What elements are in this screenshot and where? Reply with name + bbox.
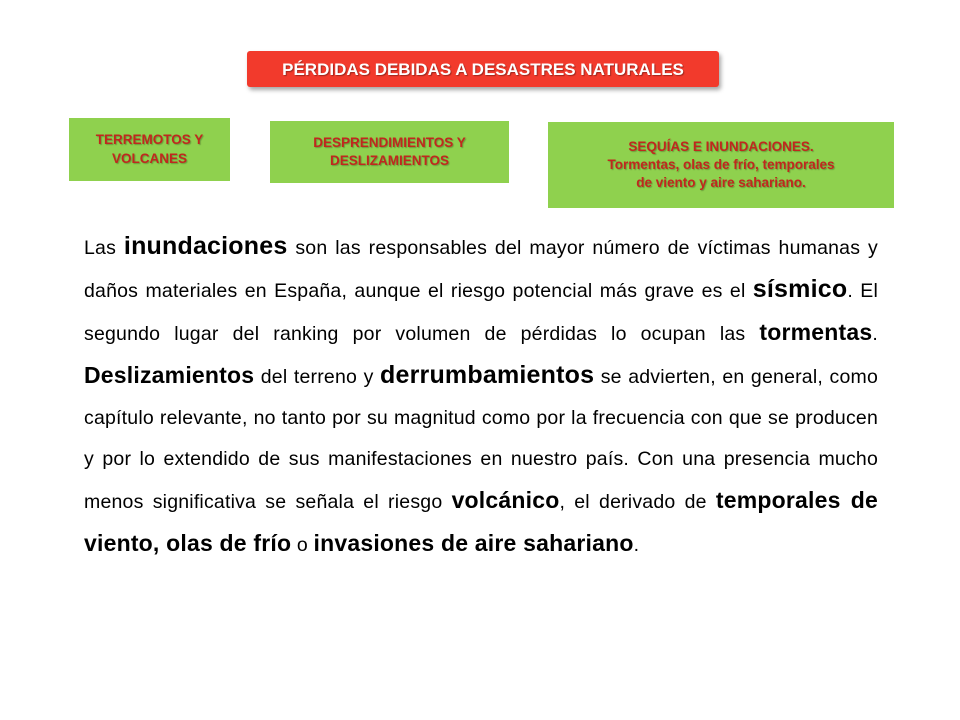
paragraph-text: o [291, 534, 314, 556]
slide-title [247, 51, 719, 87]
category-box-line: DESPRENDIMIENTOS Y [313, 134, 466, 150]
keyword-derrumbamientos: derrumbamientos [380, 361, 595, 389]
keyword-deslizamientos: Deslizamientos [84, 362, 255, 388]
keyword-inundaciones: inundaciones [123, 232, 288, 260]
body-paragraph [84, 226, 878, 566]
paragraph-text: son las responsables del mayor número de víctimas humanas y daños materiales en España, aunque el riesgo potencial más grave es el [84, 237, 878, 302]
category-box-droughts-floods [548, 122, 894, 208]
category-box-line: TERREMOTOS Y [95, 132, 204, 148]
paragraph-text: . El segundo lugar del ranking por volumen de pérdidas lo ocupan las [84, 280, 878, 345]
category-box-line: VOLCANES [111, 150, 187, 166]
keyword-temporales: temporales de viento, olas de frío [84, 487, 878, 556]
paragraph-text: . [633, 534, 640, 556]
paragraph-text: . [872, 323, 878, 345]
category-box-line: Tormentas, olas de frío, temporales [607, 156, 835, 172]
category-box-line: DESLIZAMIENTOS [329, 153, 449, 168]
paragraph-text: Las [84, 237, 124, 259]
category-box-line: de viento y aire sahariano. [636, 175, 806, 191]
keyword-aire-sahariano: invasiones de aire sahariano [313, 530, 634, 556]
paragraph-text: se advierten, en general, como capítulo relevante, no tanto por su magnitud como por la frecuencia con que se producen y por lo extendido de sus manifestaciones en nuestro país. Con una presencia mucho menos significativa se señala el riesgo [84, 366, 878, 513]
keyword-volcanico: volcánico [451, 487, 560, 513]
category-box-line: SEQUÍAS E INUNDACIONES. [628, 138, 814, 154]
paragraph-text: del terreno y [254, 366, 381, 388]
category-box-landslides [270, 121, 509, 183]
slide-title-text: PÉRDIDAS DEBIDAS A DESASTRES NATURALES [282, 60, 684, 79]
category-box-earthquakes-volcanoes [69, 118, 230, 181]
keyword-sismico: sísmico [752, 275, 848, 303]
keyword-tormentas: tormentas [759, 319, 873, 345]
paragraph-text: , el derivado de [559, 491, 716, 513]
